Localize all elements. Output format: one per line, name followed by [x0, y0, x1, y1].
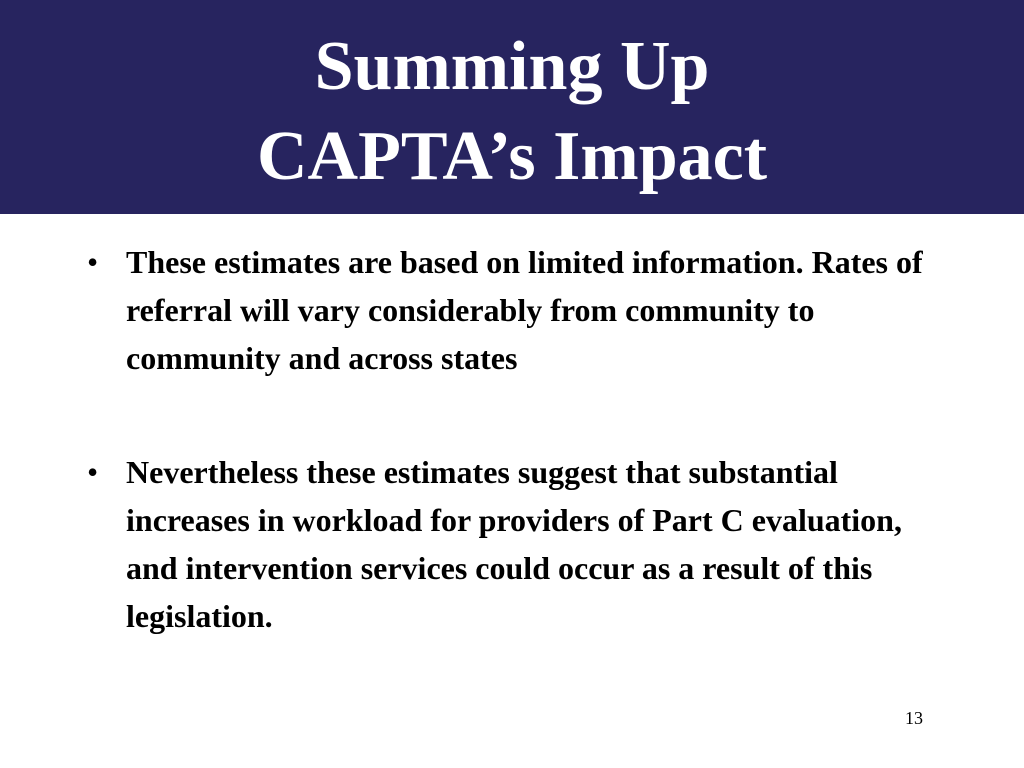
bullet-marker: •	[87, 454, 99, 490]
slide-title	[0, 22, 1024, 202]
bullet-list	[87, 238, 937, 706]
bullet-text: These estimates are based on limited information. Rates of referral will vary considerably from community to community and across states	[126, 244, 923, 376]
page-number: 13	[905, 708, 923, 728]
title-line-2: CAPTA’s Impact	[256, 118, 768, 195]
title-line-1: Summing Up	[314, 28, 710, 105]
bullet-text: Nevertheless these estimates suggest that substantial increases in workload for providers of Part C evaluation, and intervention services could occur as a result of this legislation.	[126, 454, 902, 634]
bullet-item-1	[87, 238, 937, 382]
bullet-item-2	[87, 448, 937, 640]
bullet-marker: •	[87, 244, 99, 280]
